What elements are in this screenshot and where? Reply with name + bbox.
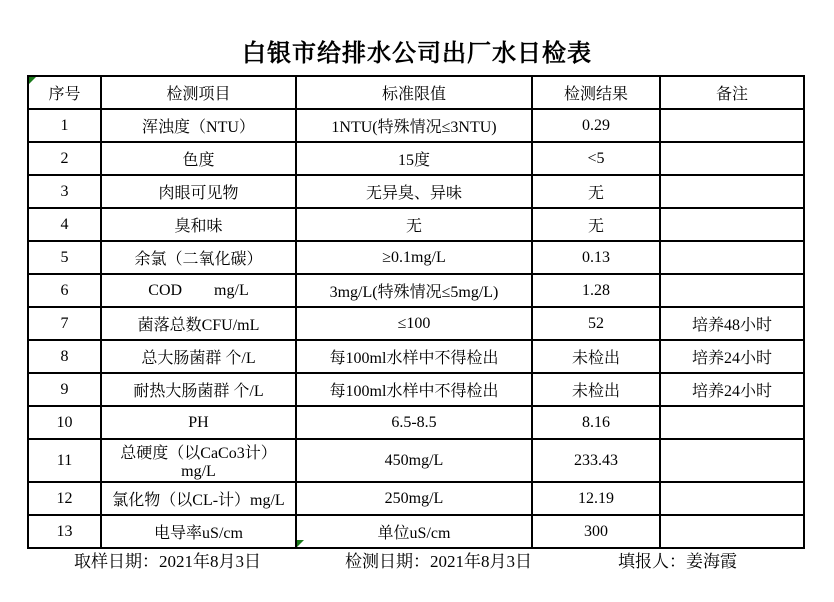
serial-cell: 13 (28, 515, 101, 548)
table-header-row (28, 76, 804, 109)
limit-cell: 15度 (296, 142, 532, 175)
remark-cell (660, 439, 804, 482)
serial-cell: 7 (28, 307, 101, 340)
limit-cell: 1NTU(特殊情况≤3NTU) (296, 109, 532, 142)
excel-error-indicator-icon (29, 77, 36, 84)
limit-cell: 无异臭、异味 (296, 175, 532, 208)
table-row (28, 241, 804, 274)
item-cell: 总硬度（以CaCo3计）mg/L (101, 439, 296, 482)
remark-cell: 培养24小时 (660, 340, 804, 373)
result-cell: 1.28 (532, 274, 660, 307)
excel-error-indicator-icon (297, 540, 304, 547)
table-row (28, 274, 804, 307)
table-row (28, 439, 804, 482)
serial-cell: 2 (28, 142, 101, 175)
header-result: 检测结果 (532, 76, 660, 109)
table-row (28, 482, 804, 515)
limit-cell: 250mg/L (296, 482, 532, 515)
result-cell: 8.16 (532, 406, 660, 439)
result-cell: 未检出 (532, 340, 660, 373)
item-cell: COD mg/L (101, 274, 296, 307)
limit-cell: 每100ml水样中不得检出 (296, 340, 532, 373)
serial-cell: 9 (28, 373, 101, 406)
item-cell: 耐热大肠菌群 个/L (101, 373, 296, 406)
limit-cell: 每100ml水样中不得检出 (296, 373, 532, 406)
remark-cell (660, 208, 804, 241)
table-row (28, 373, 804, 406)
remark-cell (660, 515, 804, 548)
result-cell: 未检出 (532, 373, 660, 406)
result-cell: 无 (532, 175, 660, 208)
serial-cell: 10 (28, 406, 101, 439)
remark-cell (660, 406, 804, 439)
serial-cell: 12 (28, 482, 101, 515)
item-cell: 余氯（二氧化碳） (101, 241, 296, 274)
item-cell: 肉眼可见物 (101, 175, 296, 208)
result-cell: 无 (532, 208, 660, 241)
table-row (28, 175, 804, 208)
serial-cell: 6 (28, 274, 101, 307)
limit-cell: ≤100 (296, 307, 532, 340)
header-serial: 序号 (28, 76, 101, 109)
item-cell: 菌落总数CFU/mL (101, 307, 296, 340)
table-row (28, 307, 804, 340)
header-item: 检测项目 (101, 76, 296, 109)
item-cell: 臭和味 (101, 208, 296, 241)
remark-cell: 培养48小时 (660, 307, 804, 340)
item-cell: 色度 (101, 142, 296, 175)
remark-cell (660, 142, 804, 175)
sampling-date-label: 取样日期：2021年8月3日 (74, 552, 261, 571)
item-cell: 电导率uS/cm (101, 515, 296, 548)
remark-cell (660, 482, 804, 515)
item-cell: 浑浊度（NTU） (101, 109, 296, 142)
result-cell: 52 (532, 307, 660, 340)
result-cell: 0.13 (532, 241, 660, 274)
limit-cell: 无 (296, 208, 532, 241)
table-row (28, 340, 804, 373)
remark-cell (660, 274, 804, 307)
serial-cell: 8 (28, 340, 101, 373)
limit-cell: 3mg/L(特殊情况≤5mg/L) (296, 274, 532, 307)
limit-cell: ≥0.1mg/L (296, 241, 532, 274)
item-cell: 总大肠菌群 个/L (101, 340, 296, 373)
limit-cell: 450mg/L (296, 439, 532, 482)
header-limit: 标准限值 (296, 76, 532, 109)
table-row (28, 208, 804, 241)
remark-cell: 培养24小时 (660, 373, 804, 406)
serial-cell: 4 (28, 208, 101, 241)
result-cell: <5 (532, 142, 660, 175)
item-cell: PH (101, 406, 296, 439)
serial-cell: 5 (28, 241, 101, 274)
serial-cell: 1 (28, 109, 101, 142)
remark-cell (660, 175, 804, 208)
remark-cell (660, 241, 804, 274)
result-cell: 0.29 (532, 109, 660, 142)
test-date-label: 检测日期：2021年8月3日 (345, 552, 532, 571)
result-cell: 12.19 (532, 482, 660, 515)
limit-cell: 单位uS/cm (296, 515, 532, 548)
serial-cell: 11 (28, 439, 101, 482)
reporter-label: 填报人：姜海霞 (618, 552, 737, 571)
result-cell: 233.43 (532, 439, 660, 482)
remark-cell (660, 109, 804, 142)
table-row (28, 515, 804, 548)
table-row (28, 142, 804, 175)
page-title: 白银市给排水公司出厂水日检表 (242, 40, 592, 67)
table-row (28, 109, 804, 142)
serial-cell: 3 (28, 175, 101, 208)
header-remark: 备注 (660, 76, 804, 109)
limit-cell: 6.5-8.5 (296, 406, 532, 439)
table-row (28, 406, 804, 439)
result-cell: 300 (532, 515, 660, 548)
item-cell: 氯化物（以CL-计）mg/L (101, 482, 296, 515)
inspection-table (27, 75, 805, 549)
